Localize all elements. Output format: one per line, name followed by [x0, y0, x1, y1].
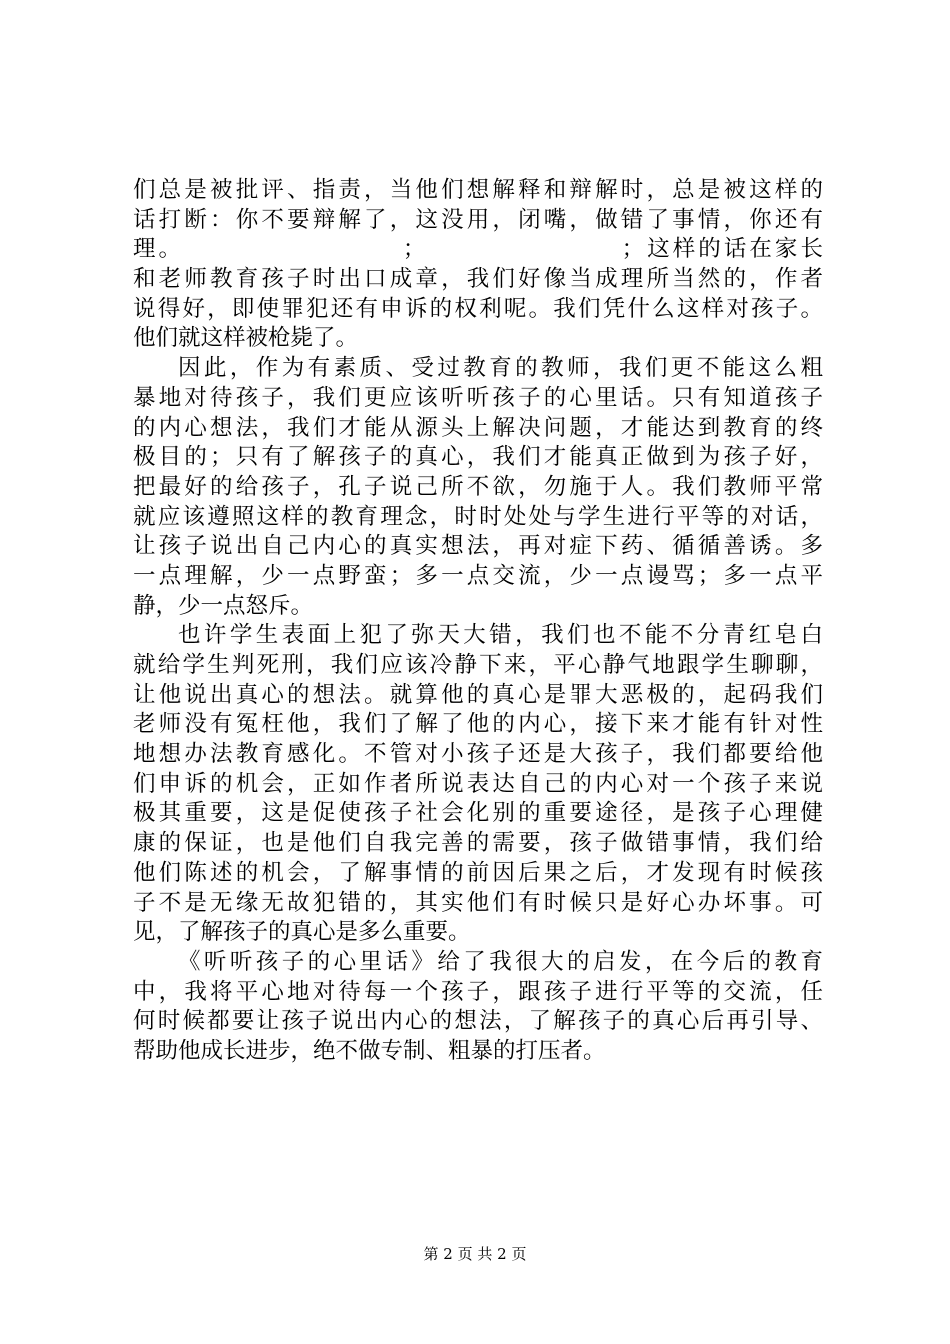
text-line: 地想办法教育感化。不管对小孩子还是大孩子，我们都要给他 [133, 741, 823, 768]
text-line: 他们陈述的机会，了解事情的前因后果之后，才发现有时候孩 [133, 859, 823, 886]
text-line: 一点理解，少一点野蛮；多一点交流，少一点谩骂；多一点平 [133, 562, 823, 589]
text-line: 理。 ； ；这样的话在家长 [133, 236, 823, 263]
text-line: 因此，作为有素质、受过教育的教师，我们更不能这么粗 [178, 355, 823, 382]
text-line: 就给学生判死刑，我们应该冷静下来，平心静气地跟学生聊聊， [133, 652, 823, 678]
page-footer: 第 2 页 共 2 页 [423, 1245, 527, 1263]
text-line: 康的保证，也是他们自我完善的需要，孩子做错事情，我们给 [133, 830, 823, 857]
text-line: 他们就这样被枪毙了。 [133, 325, 359, 352]
text-line: 话打断：你不要辩解了，这没用，闭嘴，做错了事情，你还有 [133, 206, 823, 233]
text-line: 把最好的给孩子，孔子说己所不欲，勿施于人。我们教师平常 [133, 473, 823, 500]
text-line: 极目的；只有了解孩子的真心，我们才能真正做到为孩子好， [133, 444, 823, 471]
text-line: 中，我将平心地对待每一个孩子，跟孩子进行平等的交流，任 [133, 978, 823, 1005]
text-line: 让他说出真心的想法。就算他的真心是罪大恶极的，起码我们 [133, 681, 823, 708]
text-line: 让孩子说出自己内心的真实想法，再对症下药、循循善诱。多 [133, 533, 823, 560]
text-line: 《听听孩子的心里话》给了我很大的启发，在今后的教育 [178, 948, 823, 975]
text-line: 老师没有冤枉他，我们了解了他的内心，接下来才能有针对性 [133, 711, 823, 738]
body-text [133, 176, 823, 1067]
text-line: 见，了解孩子的真心是多么重要。 [133, 919, 471, 946]
text-line: 极其重要，这是促使孩子社会化别的重要途径，是孩子心理健 [133, 800, 823, 827]
text-line: 说得好，即使罪犯还有申诉的权利呢。我们凭什么这样对孩子。 [133, 295, 823, 322]
text-line: 和老师教育孩子时出口成章，我们好像当成理所当然的，作者 [133, 266, 823, 293]
text-line: 暴地对待孩子，我们更应该听听孩子的心里话。只有知道孩子 [133, 384, 823, 411]
text-line: 子不是无缘无故犯错的，其实他们有时候只是好心办坏事。可 [133, 889, 823, 916]
text-line: 们申诉的机会，正如作者所说表达自己的内心对一个孩子来说 [133, 770, 823, 797]
text-line: 也许学生表面上犯了弥天大错，我们也不能不分青红皂白 [178, 622, 823, 649]
text-line: 帮助他成长进步，绝不做专制、粗暴的打压者。 [133, 1037, 606, 1064]
text-line: 们总是被批评、指责，当他们想解释和辩解时，总是被这样的 [133, 177, 823, 203]
text-line: 就应该遵照这样的教育理念，时时处处与学生进行平等的对话， [133, 503, 823, 530]
text-line: 的内心想法，我们才能从源头上解决问题，才能达到教育的终 [133, 414, 823, 441]
text-line: 何时候都要让孩子说出内心的想法，了解孩子的真心后再引导、 [133, 1008, 823, 1035]
text-line: 静，少一点怒斥。 [133, 592, 314, 619]
